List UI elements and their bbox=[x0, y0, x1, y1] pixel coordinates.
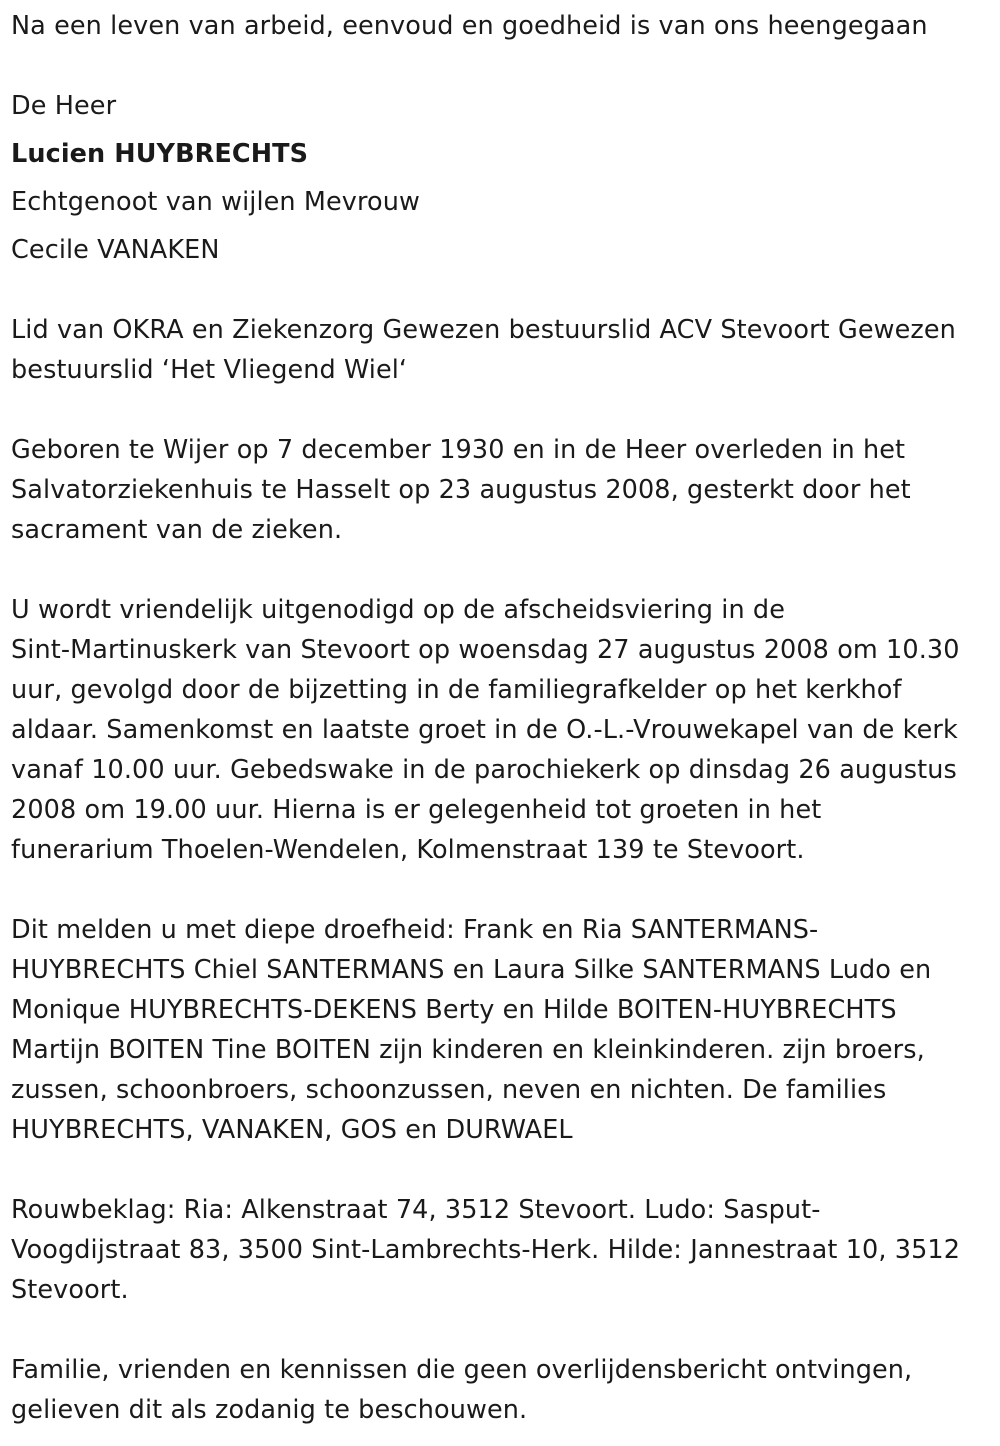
family-paragraph bbox=[11, 910, 931, 1150]
intro-text: Na een leven van arbeid, eenvoud en goedheid is van ons heengegaan bbox=[11, 11, 928, 41]
family-line: HUYBRECHTS Chiel SANTERMANS en Laura Silke SANTERMANS Ludo en bbox=[11, 955, 932, 985]
condolences-line: Rouwbeklag: Ria: Alkenstraat 74, 3512 Stevoort. Ludo: Sasput- bbox=[11, 1195, 821, 1225]
spouse-line-1: Echtgenoot van wijlen Mevrouw bbox=[11, 187, 420, 217]
ceremony-line: U wordt vriendelijk uitgenodigd op de afscheidsviering in de bbox=[11, 595, 786, 625]
ceremony-line: Sint-Martinuskerk van Stevoort op woensdag 27 augustus 2008 om 10.30 bbox=[11, 635, 960, 665]
birth-death-paragraph bbox=[11, 430, 911, 550]
ceremony-line: aldaar. Samenkomst en laatste groet in de O.-L.-Vrouwekapel van de kerk bbox=[11, 715, 958, 745]
condolences-line: Voogdijstraat 83, 3500 Sint-Lambrechts-Herk. Hilde: Jannestraat 10, 3512 bbox=[11, 1235, 961, 1265]
membership-line: bestuurslid ‘Het Vliegend Wiel‘ bbox=[11, 355, 408, 385]
ceremony-line: vanaf 10.00 uur. Gebedswake in de parochiekerk op dinsdag 26 augustus bbox=[11, 755, 957, 785]
family-line: zussen, schoonbroers, schoonzussen, neven en nichten. De families bbox=[11, 1075, 887, 1105]
condolences-paragraph bbox=[11, 1190, 960, 1310]
family-line: HUYBRECHTS, VANAKEN, GOS en DURWAEL bbox=[11, 1115, 573, 1145]
closing-line: Familie, vrienden en kennissen die geen overlijdensbericht ontvingen, bbox=[11, 1355, 913, 1385]
honorific: De Heer bbox=[11, 91, 117, 121]
birth-death-line: Salvatorziekenhuis te Hasselt op 23 augustus 2008, gesterkt door het bbox=[11, 475, 911, 505]
birth-death-line: sacrament van de zieken. bbox=[11, 515, 343, 545]
ceremony-paragraph bbox=[11, 590, 960, 870]
closing-paragraph bbox=[11, 1350, 912, 1430]
family-line: Monique HUYBRECHTS-DEKENS Berty en Hilde BOITEN-HUYBRECHTS bbox=[11, 995, 897, 1025]
family-line: Martijn BOITEN Tine BOITEN zijn kinderen en kleinkinderen. zijn broers, bbox=[11, 1035, 925, 1065]
family-line: Dit melden u met diepe droefheid: Frank en Ria SANTERMANS- bbox=[11, 915, 819, 945]
ceremony-line: uur, gevolgd door de bijzetting in de familiegrafkelder op het kerkhof bbox=[11, 675, 902, 705]
membership-paragraph bbox=[11, 310, 956, 390]
deceased-name: Lucien HUYBRECHTS bbox=[11, 139, 309, 169]
ceremony-line: funerarium Thoelen-Wendelen, Kolmenstraat 139 te Stevoort. bbox=[11, 835, 805, 865]
condolences-line: Stevoort. bbox=[11, 1275, 129, 1305]
closing-line: gelieven dit als zodanig te beschouwen. bbox=[11, 1395, 528, 1425]
spouse-line-2: Cecile VANAKEN bbox=[11, 235, 220, 265]
membership-line: Lid van OKRA en Ziekenzorg Gewezen bestuurslid ACV Stevoort Gewezen bbox=[11, 315, 956, 345]
ceremony-line: 2008 om 19.00 uur. Hierna is er gelegenheid tot groeten in het bbox=[11, 795, 822, 825]
birth-death-line: Geboren te Wijer op 7 december 1930 en in de Heer overleden in het bbox=[11, 435, 906, 465]
